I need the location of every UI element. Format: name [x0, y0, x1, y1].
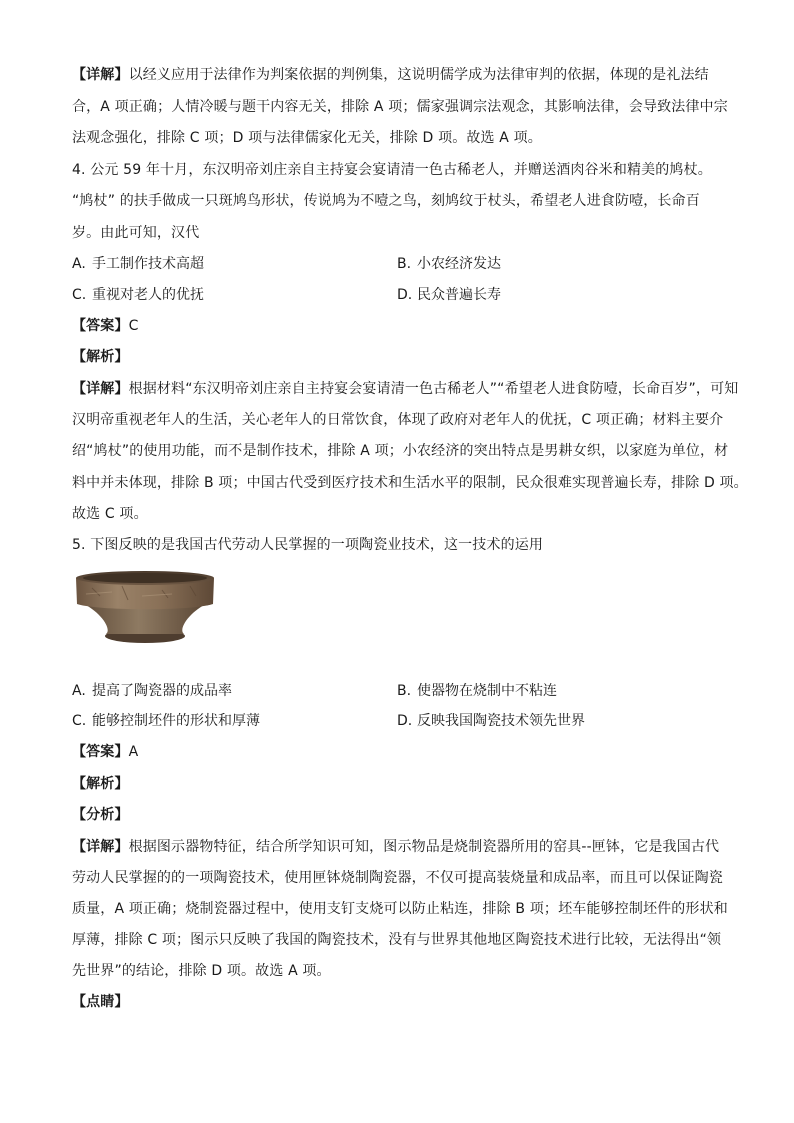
answer-line	[72, 743, 732, 761]
answer-tag: 【答案】	[72, 744, 129, 760]
detail-line: 【详解】根据材料“东汉明帝刘庄亲自主持宴会宴请清一色古稀老人”“希望老人进食防噎，长命百岁”，可知	[72, 381, 739, 397]
fenxi-heading: 【分析】	[72, 807, 129, 823]
answer-value: C	[128, 318, 139, 334]
question-4-stem: 岁。由此可知，汉代	[72, 225, 200, 241]
question-4-stem: 4. 公元 59 年十月，东汉明帝刘庄亲自主持宴会宴请清一色古稀老人，并赠送酒肉谷米和精美的鸠杖。	[72, 162, 712, 178]
option-a: A. 提高了陶瓷器的成品率	[72, 683, 232, 699]
option-b: B. 使器物在烧制中不粘连	[397, 683, 557, 699]
detail-line: 合，A 项正确；人情冷暖与题干内容无关，排除 A 项；儒家强调宗法观念，其影响法律，会导致法律中宗	[72, 99, 728, 115]
detail-line: 劳动人民掌握的的一项陶瓷技术，使用匣钵烧制陶瓷器，不仅可提高装烧量和成品率，而且可以保证陶瓷	[72, 870, 723, 886]
detail-line: 先世界”的结论，排除 D 项。故选 A 项。	[72, 963, 331, 979]
option-d: D. 民众普遍长寿	[397, 287, 501, 303]
detail-line: 绍“鸠杖”的使用功能，而不是制作技术，排除 A 项；小农经济的突出特点是男耕女织，以家庭为单位，材	[72, 443, 729, 459]
option-b: B. 小农经济发达	[397, 256, 501, 272]
detail-tag: 【详解】	[72, 381, 129, 397]
detail-line: 【详解】根据图示器物特征，结合所学知识可知，图示物品是烧制瓷器所用的窑具--匣钵，它是我国古代	[72, 839, 720, 855]
option-a: A. 手工制作技术高超	[72, 256, 204, 272]
detail-line: 料中并未体现，排除 B 项；中国古代受到医疗技术和生活水平的限制，民众很难实现普遍长寿，排除 D 项。	[72, 475, 748, 491]
detail-tag: 【详解】	[72, 67, 129, 83]
detail-line: 汉明帝重视老年人的生活，关心老年人的日常饮食，体现了政府对老年人的优抚，C 项正确；材料主要介	[72, 412, 724, 428]
detail-line: 厚薄，排除 C 项；图示只反映了我国的陶瓷技术，没有与世界其他地区陶瓷技术进行比较，无法得出“领	[72, 932, 722, 948]
answer-value: A	[128, 744, 139, 760]
saggar-illustration	[72, 566, 218, 646]
option-c: C. 能够控制坯件的形状和厚薄	[72, 713, 260, 729]
detail-line: 法观念强化，排除 C 项；D 项与法律儒家化无关，排除 D 项。故选 A 项。	[72, 130, 542, 146]
detail-line: 质量，A 项正确；烧制瓷器过程中，使用支钉支烧可以防止粘连，排除 B 项；坯车能够控制坯件的形状和	[72, 901, 728, 917]
question-4-stem: “鸠杖” 的扶手做成一只斑鸠鸟形状，传说鸠为不噎之鸟，刻鸠纹于杖头，希望老人进食防噎，长命百	[72, 193, 700, 209]
detail-tag: 【详解】	[72, 839, 129, 855]
option-d: D. 反映我国陶瓷技术领先世界	[397, 713, 585, 729]
answer-tag: 【答案】	[72, 318, 129, 334]
question-5-stem: 5. 下图反映的是我国古代劳动人民掌握的一项陶瓷业技术，这一技术的运用	[72, 537, 544, 553]
dianjing-heading: 【点睛】	[72, 994, 129, 1010]
detail-line: 【详解】以经义应用于法律作为判案依据的判例集，这说明儒学成为法律审判的依据，体现的是礼法结	[72, 67, 709, 83]
option-c: C. 重视对老人的优抚	[72, 287, 204, 303]
detail-line: 故选 C 项。	[72, 506, 148, 522]
saggar-photo	[72, 566, 218, 646]
analysis-heading: 【解析】	[72, 349, 129, 365]
answer-line	[72, 317, 732, 335]
analysis-heading: 【解析】	[72, 776, 129, 792]
